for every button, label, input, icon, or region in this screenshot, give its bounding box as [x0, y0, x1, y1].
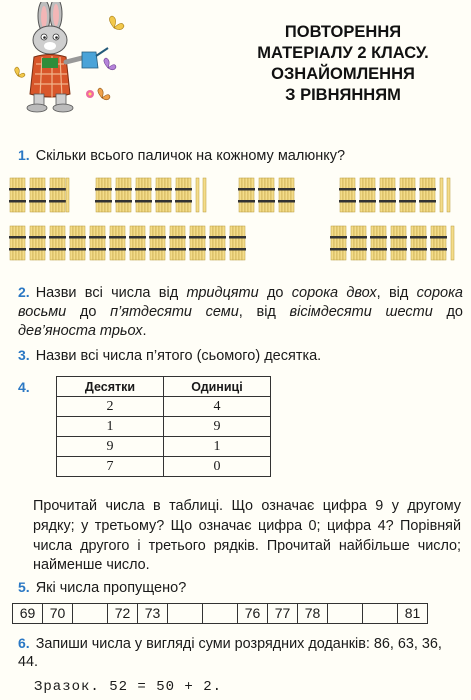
stick-bundle	[379, 178, 396, 212]
tens-units-table	[56, 376, 271, 477]
table-cell: 0	[164, 457, 271, 477]
number-word: сорока двох	[291, 285, 377, 301]
task-text: Які числа пропущено?	[35, 580, 187, 596]
sequence-cell: 78	[298, 604, 328, 623]
table-row	[57, 397, 271, 417]
table-row	[57, 437, 271, 457]
sequence-cell: 76	[238, 604, 268, 623]
stick-bundle	[115, 178, 132, 212]
table-cell: 2	[57, 397, 164, 417]
flower-icon	[86, 90, 94, 98]
number-sequence	[12, 603, 428, 624]
rabbit-illustration	[4, 2, 134, 114]
stick-bundle	[49, 178, 66, 212]
stick-bundle	[330, 226, 347, 260]
task-text: Назви всі числа п’ятого (сьомого) десятка.	[35, 348, 322, 364]
sequence-cell: 77	[268, 604, 298, 623]
butterfly-icon	[15, 67, 25, 77]
title-line: ПОВТОРЕННЯ	[284, 23, 402, 41]
stick-bundle	[278, 178, 295, 212]
sequence-cell: 70	[43, 604, 73, 623]
stick-bundle	[175, 178, 192, 212]
task-5	[18, 578, 186, 598]
single-stick	[66, 178, 69, 212]
task-number: 5.	[18, 579, 30, 595]
task-text: до	[66, 304, 111, 320]
title-line: МАТЕРІАЛУ 2 КЛАСУ.	[257, 44, 429, 62]
stick-bundle	[95, 178, 112, 212]
table-cell: 9	[57, 437, 164, 457]
table-header-row	[57, 377, 271, 397]
number-word: вісімдесяти шести	[289, 304, 433, 320]
task-number: 4.	[18, 379, 30, 395]
number-word: сорока восьми	[18, 285, 463, 320]
stick-bundle	[135, 178, 152, 212]
task-text: до	[432, 304, 463, 320]
sequence-cell-empty	[73, 604, 108, 623]
stick-bundle	[430, 226, 447, 260]
column-header-units: Одиниці	[164, 377, 271, 397]
stick-bundle	[189, 226, 206, 260]
stick-bundle	[399, 178, 416, 212]
sequence-cell-empty	[328, 604, 363, 623]
stick-bundle	[29, 178, 46, 212]
table-row	[57, 457, 271, 477]
sticks-illustration	[0, 170, 471, 270]
table-cell: 7	[57, 457, 164, 477]
stick-bundle	[350, 226, 367, 260]
butterfly-icon	[104, 58, 116, 70]
table-row	[57, 417, 271, 437]
stick-bundle	[258, 178, 275, 212]
stick-bundle	[370, 226, 387, 260]
task-number: 6.	[18, 635, 30, 651]
single-stick	[447, 178, 450, 212]
table-cell: 4	[164, 397, 271, 417]
task-4	[18, 378, 36, 398]
table-cell: 9	[164, 417, 271, 437]
task-number: 3.	[18, 347, 30, 363]
stick-bundle	[9, 226, 26, 260]
task-text: Назви всі числа від	[35, 285, 187, 301]
page-title	[230, 22, 456, 106]
column-header-tens: Десятки	[57, 377, 164, 397]
sequence-cell-empty	[363, 604, 398, 623]
single-stick	[440, 178, 443, 212]
sample-answer: Зразок. 52 = 50 + 2.	[34, 679, 223, 695]
task-text: Запиши числа у вигляді суми розрядних доданків: 86, 63, 36, 44.	[18, 636, 442, 670]
stick-bundle	[339, 178, 356, 212]
task-number: 1.	[18, 147, 30, 163]
title-line: З РІВНЯННЯМ	[285, 86, 401, 104]
task-text: Скільки всього паличок на кожному малюнку?	[35, 148, 346, 164]
task-3	[18, 346, 321, 366]
stick-bundle	[109, 226, 126, 260]
table-cell: 1	[57, 417, 164, 437]
butterfly-icon	[98, 88, 110, 100]
task-1	[18, 146, 345, 166]
task-text: , від	[376, 285, 417, 301]
task-2	[18, 283, 463, 341]
single-stick	[203, 178, 206, 212]
table-cell: 1	[164, 437, 271, 457]
sequence-cell: 72	[108, 604, 138, 623]
task-text: .	[142, 323, 147, 339]
sequence-cell-empty	[168, 604, 203, 623]
title-line: ОЗНАЙОМЛЕННЯ	[271, 65, 415, 83]
stick-bundle	[209, 226, 226, 260]
stick-bundle	[410, 226, 427, 260]
sequence-cell: 81	[404, 605, 421, 621]
sequence-cell: 69	[13, 604, 43, 623]
sequence-cell-empty	[203, 604, 238, 623]
stick-bundle	[359, 178, 376, 212]
stick-bundle	[149, 226, 166, 260]
stick-bundle	[155, 178, 172, 212]
task-text: до	[258, 285, 292, 301]
task-text: , від	[238, 304, 290, 320]
number-word: дев’яноста трьох	[18, 323, 143, 339]
stick-bundle	[49, 226, 66, 260]
stick-bundle	[419, 178, 436, 212]
number-word: п’ятдесяти семи	[110, 304, 239, 320]
stick-bundle	[169, 226, 186, 260]
stick-bundle	[229, 226, 246, 260]
stick-bundle	[89, 226, 106, 260]
sequence-cell: 73	[138, 604, 168, 623]
single-stick	[451, 226, 454, 260]
stick-bundle	[390, 226, 407, 260]
task-6	[18, 634, 463, 671]
stick-bundle	[238, 178, 255, 212]
butterfly-icon	[109, 16, 124, 30]
stick-bundle	[129, 226, 146, 260]
number-word: тридцяти	[186, 285, 259, 301]
task-4-paragraph: Прочитай числа в таблиці. Що означає цифра 9 у другому рядку; у третьому? Що означає цифра 0; цифра 4? Порівняй числа другого і третього рядків. Прочитай найбільше число; найменше число.	[33, 498, 461, 574]
stick-bundle	[29, 226, 46, 260]
stick-bundle	[69, 226, 86, 260]
task-number: 2.	[18, 284, 30, 300]
single-stick	[196, 178, 199, 212]
stick-bundle	[9, 178, 26, 212]
